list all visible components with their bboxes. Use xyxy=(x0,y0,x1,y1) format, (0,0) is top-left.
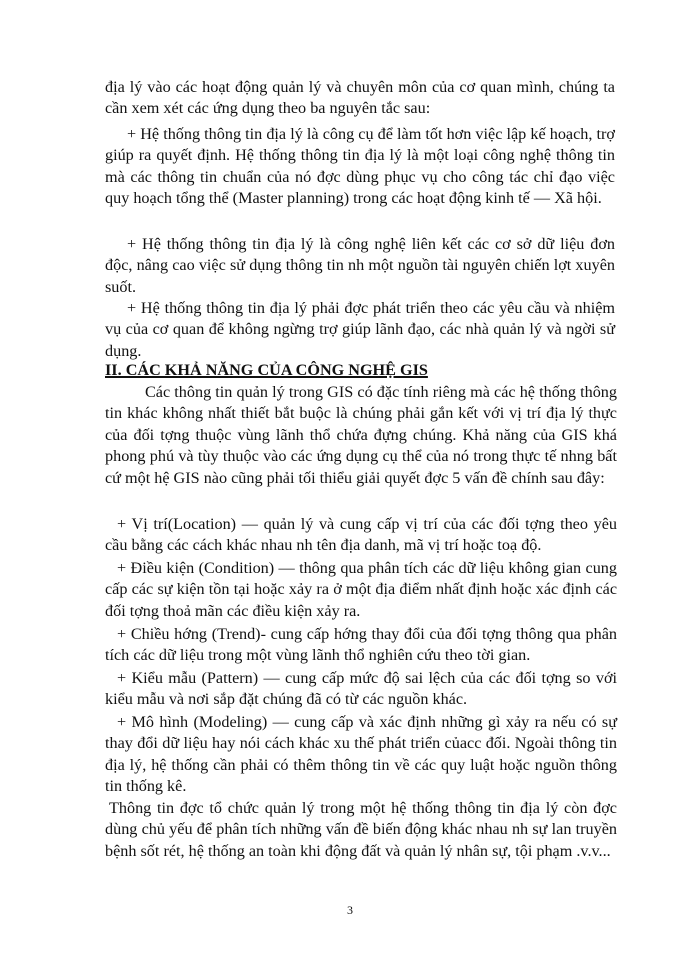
principle-paragraph-2: + Hệ thống thông tin địa lý là công nghệ liên kết các cơ sở dữ liệu đơn độc, nâng cao việc sử dụng thông tin nh một nguồn tài nguyên chiến lợt xuyên suốt. xyxy=(105,235,615,296)
capability-modeling: + Mô hình (Modeling) — cung cấp và xác định những gì xảy ra nếu có sự thay đổi dữ liệu hay nói cách khác xu thế phát triển củacc đối. Ngoài thông tin địa lý, hệ thống cần phải có thêm thông tin về các quy luật hoặc nguồn thông tin thống kê. xyxy=(105,713,617,796)
closing-paragraph: Thông tin đợc tổ chức quản lý trong một hệ thống thông tin địa lý còn đợc dùng chủ yếu để phân tích những vấn đề biến động khác nhau nh sự lan truyền bệnh sốt rét, hệ thống an toàn khi động đất và quản lý nhân sự, tội phạm .v.v... xyxy=(105,799,617,860)
principle-paragraph-1: + Hệ thống thông tin địa lý là công cụ để làm tốt hơn việc lập kế hoạch, trợ giúp ra quyết định. Hệ thống thông tin địa lý là một loại công nghệ thông tin mà các thông tin chuẩn của nó đợc dùng phục vụ cho công tác chỉ đạo việc quy hoạch tổng thể (Master planning) trong các hoạt động kinh tế — Xã hội. xyxy=(105,125,615,208)
section-heading: II. CÁC KHẢ NĂNG CỦA CÔNG NGHỆ GIS xyxy=(105,361,428,379)
section-intro-paragraph: Các thông tin quản lý trong GIS có đặc tính riêng mà các hệ thống thông tin khác không nhất thiết bắt buộc là chúng phải gắn kết với vị trí địa lý thực của đối tợng thuộc vùng lãnh thổ chứa đựng chúng. Khả năng của GIS khá phong phú và tùy thuộc vào các ứng dụng cụ thể của nó trong thực tế nhng bất cứ một hệ GIS nào cũng phải tối thiểu giải quyết đợc 5 vấn đề chính sau đây: xyxy=(105,383,617,487)
capability-trend: + Chiều hớng (Trend)- cung cấp hớng thay đổi của đối tợng thông qua phân tích các dữ liệu trong một vùng lãnh thổ nghiên cứu theo tời gian. xyxy=(105,625,617,665)
page-number: 3 xyxy=(347,903,353,917)
intro-paragraph: địa lý vào các hoạt động quản lý và chuyên môn của cơ quan mình, chúng ta cần xem xét các ứng dụng theo ba nguyên tắc sau: xyxy=(105,78,615,118)
capability-condition: + Điều kiện (Condition) — thông qua phân tích các dữ liệu không gian cung cấp các sự kiện tồn tại hoặc xảy ra ở một địa điểm nhất định hoặc xác định các đối tợng thoả mãn các điều kiện xảy ra. xyxy=(105,559,617,620)
principle-paragraph-3: + Hệ thống thông tin địa lý phải đợc phát triển theo các yêu cầu và nhiệm vụ của cơ quan để không ngừng trợ giúp lãnh đạo, các nhà quản lý và ngời sử dụng. xyxy=(105,299,615,360)
capability-location: + Vị trí(Location) — quản lý và cung cấp vị trí của các đối tợng theo yêu cầu bằng các cách khác nhau nh tên địa danh, mã vị trí hoặc toạ độ. xyxy=(105,515,617,555)
capability-pattern: + Kiểu mẫu (Pattern) — cung cấp mức độ sai lệch của các đối tợng so với kiểu mẫu và nơi sắp đặt chúng đã có từ các nguồn khác. xyxy=(105,669,617,709)
